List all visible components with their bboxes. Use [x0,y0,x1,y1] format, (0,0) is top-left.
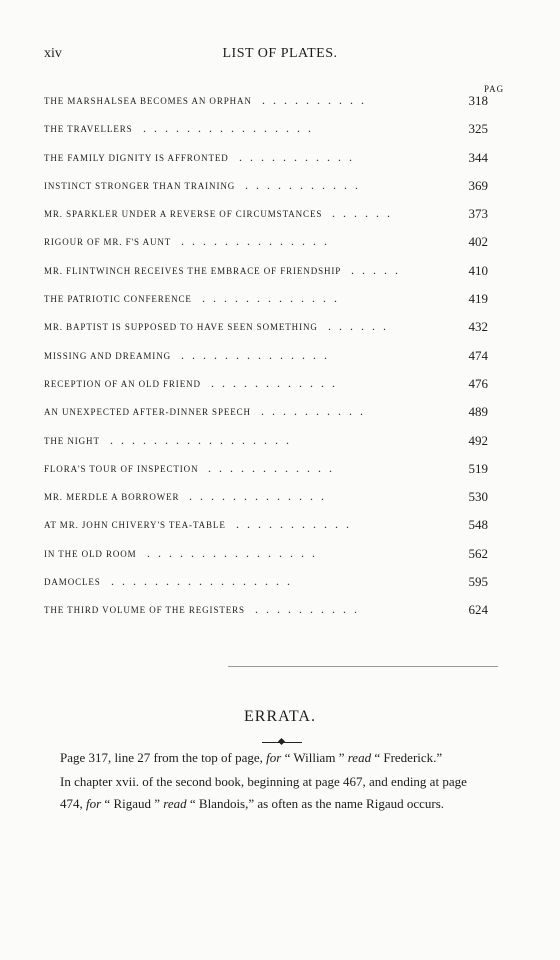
plate-page-number: 474 [468,347,488,363]
plate-entry [44,404,488,432]
dot-leader: ................ [147,545,323,560]
plates-list [44,93,488,631]
plate-title: RIGOUR OF MR. F'S AUNT [44,237,172,248]
plate-entry [44,121,488,149]
plate-title: IN THE OLD ROOM [44,548,137,559]
plate-entry [44,376,488,404]
plate-page-number: 344 [468,149,488,165]
dot-leader: .............. [181,347,335,362]
dot-leader: ...... [332,206,398,221]
page-column-heading: PAG [484,84,505,94]
plate-page-number: 369 [468,177,488,193]
dot-leader: .............. [181,234,335,249]
plate-entry [44,546,488,574]
plate-entry [44,93,488,121]
plate-title: MR. MERDLE A BORROWER [44,492,180,503]
plate-entry [44,263,488,291]
errata-title: ERRATA. [244,708,316,725]
plate-title: RECEPTION OF AN OLD FRIEND [44,378,201,389]
errata-line-2: In chapter xvii. of the second book, beginning at page 467, and ending at page [60,774,467,789]
dot-leader: ................. [110,432,297,447]
dot-leader: ................ [143,121,319,136]
dot-leader: .......... [261,404,371,419]
plate-page-number: 530 [468,489,488,505]
plate-page-number: 373 [468,206,488,222]
plate-entry [44,291,488,319]
plate-page-number: 419 [468,291,488,307]
plate-page-number: 325 [468,121,488,137]
dot-leader: ................. [111,574,298,589]
plate-title: MR. FLINTWINCH RECEIVES THE EMBRACE OF FRIENDSHIP [44,265,342,276]
errata-line-1: Page 317, line 27 from the top of page, for “ William ” read “ Frederick.” [60,750,443,765]
dot-leader: ........... [236,517,357,532]
plate-entry [44,461,488,489]
dot-leader: ...... [328,319,394,334]
plate-entry [44,234,488,262]
plate-page-number: 562 [468,545,488,561]
plate-page-number: 318 [468,93,488,108]
plate-title: MISSING AND DREAMING [44,350,172,361]
plate-title: MR. SPARKLER UNDER A REVERSE OF CIRCUMSTANCES [44,209,323,220]
dot-leader: ............ [211,375,343,390]
dot-leader: ............ [208,460,340,475]
plate-title: THE FAMILY DIGNITY IS AFFRONTED [44,152,229,163]
plate-entry [44,517,488,545]
plate-entry [44,178,488,206]
page-number: xiv [44,46,62,61]
plate-entry [44,150,488,178]
plate-title: DAMOCLES [44,577,101,588]
section-divider [228,666,498,667]
plate-title: INSTINCT STRONGER THAN TRAINING [44,180,236,191]
dot-leader: ............. [189,489,332,504]
ornament-divider [262,740,302,744]
plate-title: THE NIGHT [44,435,100,446]
plate-page-number: 595 [468,574,488,590]
plate-title: THE THIRD VOLUME OF THE REGISTERS [44,605,245,616]
plate-title: THE TRAVELLERS [44,124,133,135]
plate-page-number: 548 [468,517,488,533]
plate-entry [44,319,488,347]
plate-entry [44,348,488,376]
plate-entry [44,574,488,602]
errata-line-3: 474, for “ Rigaud ” read “ Blandois,” as often as the name Rigaud occurs. [60,796,445,811]
plate-entry [44,433,488,461]
dot-leader: ........... [245,177,366,192]
plate-page-number: 476 [468,375,488,391]
plate-title: MR. BAPTIST IS SUPPOSED TO HAVE SEEN SOMETHING [44,322,318,333]
plate-entry [44,602,488,630]
plate-page-number: 410 [468,262,488,278]
plate-title: AN UNEXPECTED AFTER-DINNER SPEECH [44,407,251,418]
plate-page-number: 489 [468,404,488,420]
plate-title: THE MARSHALSEA BECOMES AN ORPHAN [44,96,252,106]
plate-entry [44,489,488,517]
plate-page-number: 492 [468,432,488,448]
plate-title: AT MR. JOHN CHIVERY'S TEA-TABLE [44,520,226,531]
plate-title: FLORA'S TOUR OF INSPECTION [44,463,199,474]
plate-entry [44,206,488,234]
dot-leader: ............. [202,291,345,306]
plate-title: THE PATRIOTIC CONFERENCE [44,294,192,305]
dot-leader: ........... [239,149,360,164]
page-title: LIST OF PLATES. [222,46,338,61]
dot-leader: .......... [262,93,372,107]
plate-page-number: 432 [468,319,488,335]
plate-page-number: 624 [468,602,488,618]
plate-page-number: 402 [468,234,488,250]
plate-page-number: 519 [468,460,488,476]
dot-leader: ..... [351,262,406,277]
dot-leader: .......... [255,602,365,617]
